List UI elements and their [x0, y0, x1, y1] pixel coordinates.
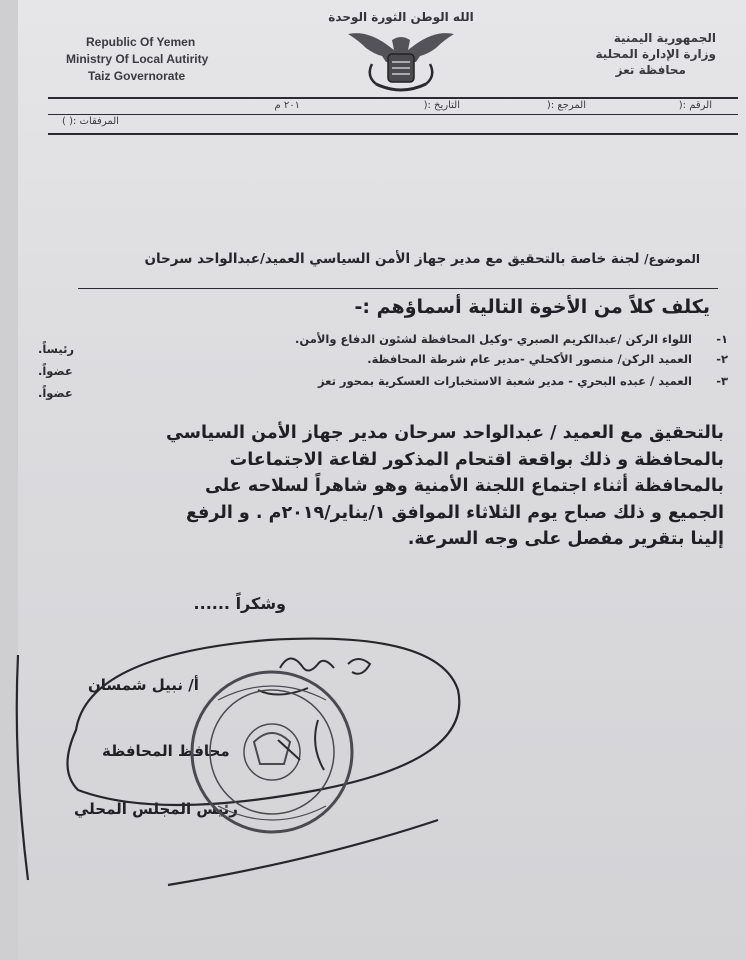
header-arabic — [516, 30, 716, 78]
body-line: بالتحقيق مع العميد / عبدالواحد سرحان مدير جهاز الأمن السياسي — [166, 423, 724, 443]
header-rule-bottom — [48, 133, 738, 135]
member-number: -١ — [716, 332, 728, 346]
handwritten-signature-icon — [258, 658, 370, 694]
header-rule-top — [48, 97, 738, 99]
subject-text: لجنة خاصة بالتحقيق مع مدير جهاز الأمن السياسي العميد/عبدالواحد سرحان — [144, 251, 640, 267]
member-row — [38, 374, 728, 400]
letter-page — [18, 0, 746, 960]
member-role: رئيساً. — [38, 342, 75, 356]
ref-year: ٢٠١ م — [274, 100, 300, 111]
header-english — [66, 34, 276, 85]
letter-body — [34, 420, 724, 553]
member-text: العميد الركن/ منصور الأكحلي -مدير عام شرطة المحافظة. — [367, 352, 692, 366]
body-line: إلينا بتقرير مفصل على وجه السرعة. — [407, 529, 724, 549]
closing-thanks: وشكراً ...... — [193, 594, 286, 613]
subject — [40, 248, 700, 270]
ref-attachments: المرفقات :( ) — [62, 116, 119, 127]
subject-underline — [78, 288, 718, 289]
header-rule-mid — [48, 114, 738, 115]
hand-drawn-ellipse — [17, 639, 460, 885]
header-en-line-3: Taiz Governorate — [88, 69, 186, 83]
header-en-line-1: Republic Of Yemen — [86, 35, 196, 49]
body-line: بالمحافظة و ذلك بواقعة اقتحام المذكور لقاعة الاجتماعات — [229, 449, 724, 470]
ref-label: المرجع :( — [546, 100, 586, 111]
emblem-motto: الله الوطن الثورة الوحدة — [328, 10, 474, 24]
body-line: الجميع و ذلك صباح يوم الثلاثاء الموافق ١/يناير/٢٠١٩م . و الرفع — [185, 502, 724, 523]
signatory-title-governor: محافظ المحافظة — [102, 742, 230, 760]
member-number: -٣ — [716, 374, 728, 388]
header-en-line-2: Ministry Of Local Autirity — [66, 52, 209, 66]
ref-date-label: التاريخ :( — [423, 100, 460, 111]
ref-number-label: الرقم :( — [678, 100, 712, 111]
header-ar-line-3: محافظة تعز — [615, 63, 686, 77]
header-ar-line-2: وزارة الإدارة المحلية — [595, 47, 716, 61]
header-ar-line-1: الجمهورية اليمنية — [613, 31, 716, 45]
member-role: عضواً. — [38, 386, 73, 400]
signatory-name: أ/ نبيل شمسان — [88, 676, 199, 694]
signatory-title-council: رئيس المجلس المحلي — [74, 800, 238, 818]
member-text: اللواء الركن /عبدالكريم الصبري -وكيل المحافظة لشئون الدفاع والأمن. — [295, 332, 692, 346]
member-number: -٢ — [716, 352, 728, 366]
assignment-heading: يكلف كلاً من الأخوة التالية أسماؤهم :- — [354, 296, 710, 318]
member-role: عضواً. — [38, 364, 73, 378]
member-row — [38, 352, 728, 378]
yemen-eagle-emblem-icon — [328, 4, 474, 100]
subject-label: الموضوع/ — [644, 252, 700, 266]
member-row — [38, 332, 728, 356]
member-text: العميد / عبده البحري - مدير شعبة الاستخبارات العسكرية بمحور تعز — [317, 374, 692, 388]
body-line: بالمحافظة أثناء اجتماع اللجنة الأمنية وهو شاهراً لسلاحه على — [204, 476, 724, 496]
